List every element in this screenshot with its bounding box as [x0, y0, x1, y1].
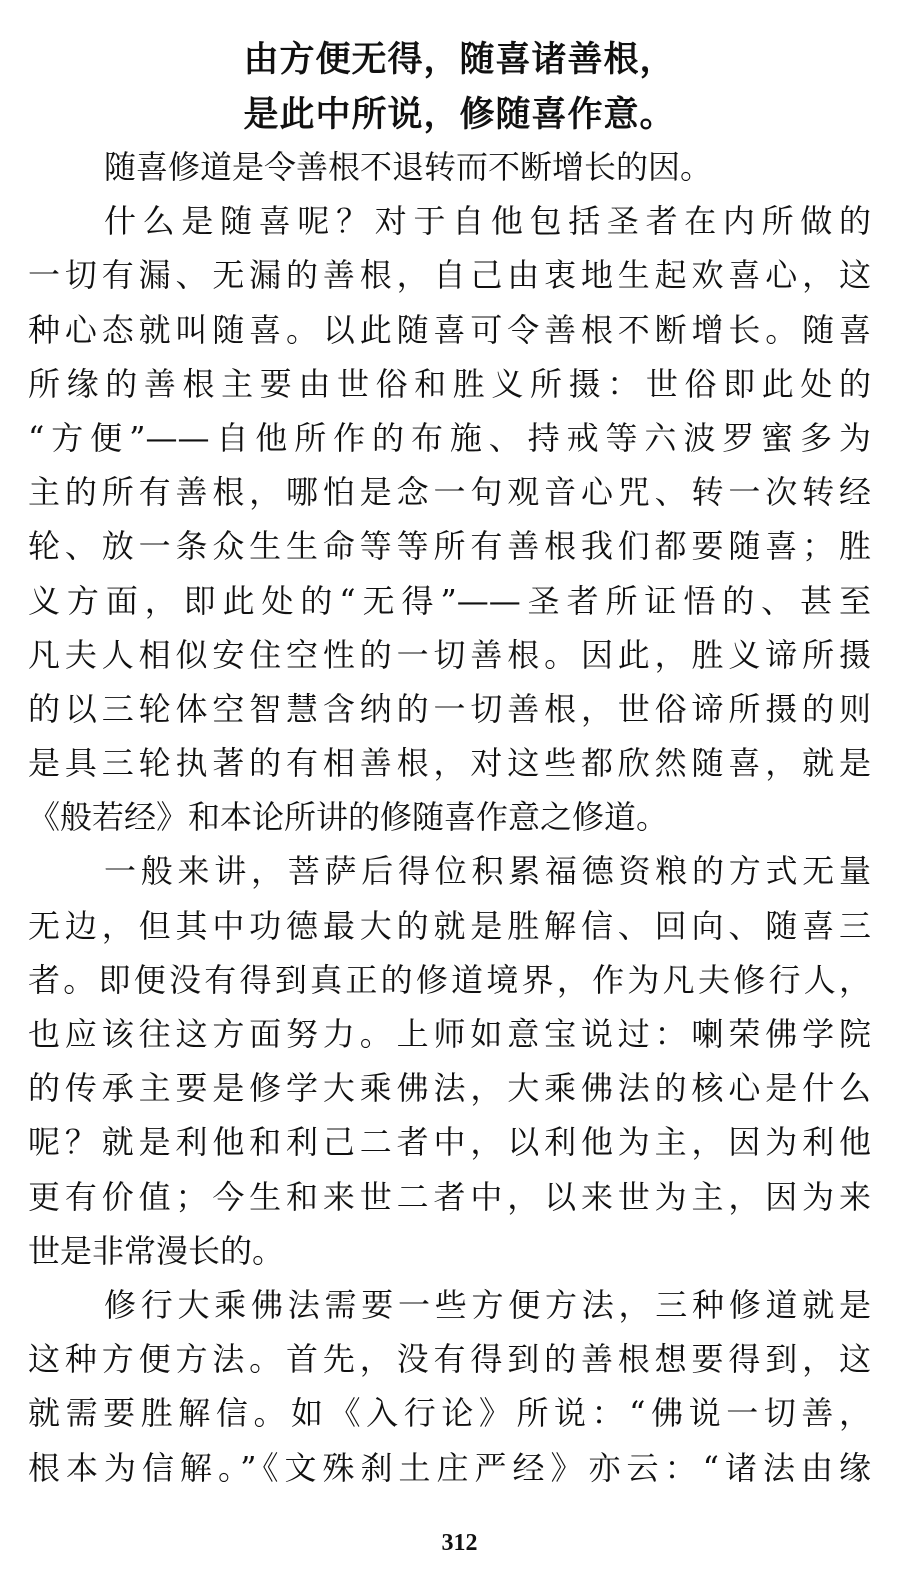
text-line: 一切有漏、无漏的善根，自己由衷地生起欢喜心，这: [28, 256, 871, 295]
text-line: 修行大乘佛法需要一些方便方法，三种修道就是: [104, 1285, 871, 1324]
text-line: 呢？就是利他和利己二者中，以利他为主，因为利他: [28, 1123, 871, 1162]
text-line: 更有价值；今生和来世二者中，以来世为主，因为来: [28, 1177, 871, 1216]
text-line: 义方面，即此处的“无得”——圣者所证悟的、甚至: [28, 581, 871, 620]
text-line: 凡夫人相似安住空性的一切善根。因此，胜义谛所摄: [28, 635, 871, 674]
text-line: 者。即便没有得到真正的修道境界，作为凡夫修行人，: [28, 960, 871, 999]
text-line: 是具三轮执著的有相善根，对这些都欣然随喜，就是: [28, 744, 871, 783]
text-line: 所缘的善根主要由世俗和胜义所摄：世俗即此处的: [28, 364, 871, 403]
text-line: 世是非常漫长的。: [28, 1231, 285, 1270]
text-line: 《般若经》和本论所讲的修随喜作意之修道。: [28, 798, 669, 837]
text-line: 就需要胜解信。如《入行论》所说：“佛说一切善，: [28, 1394, 871, 1433]
text-line: 一般来讲，菩萨后得位积累福德资粮的方式无量: [104, 852, 871, 891]
text-line: 这种方便方法。首先，没有得到的善根想要得到，这: [28, 1340, 871, 1379]
text-line: 随喜修道是令善根不退转而不断增长的因。: [104, 148, 713, 186]
text-line: 无边，但其中功德最大的就是胜解信、回向、随喜三: [28, 906, 871, 945]
text-line: 根本为信解。”《文殊刹土庄严经》亦云：“诸法由缘: [28, 1448, 871, 1487]
text-line: 轮、放一条众生生命等等所有善根我们都要随喜；胜: [28, 527, 871, 566]
text-line: 主的所有善根，哪怕是念一句观音心咒、转一次转经: [28, 473, 871, 512]
text-line: 的传承主要是修学大乘佛法，大乘佛法的核心是什么: [28, 1069, 871, 1108]
text-line: 也应该往这方面努力。上师如意宝说过：喇荣佛学院: [28, 1015, 871, 1053]
verse-line-2: 是此中所说，修随喜作意。: [243, 95, 676, 135]
text-line: “方便”——自他所作的布施、持戒等六波罗蜜多为: [28, 418, 871, 457]
text-line: 什么是随喜呢？对于自他包括圣者在内所做的: [104, 202, 871, 241]
body-text: [28, 140, 871, 1495]
verse-line-1: 由方便无得，随喜诸善根，: [243, 40, 676, 80]
page-number: 312: [441, 1530, 478, 1556]
text-line: 的以三轮体空智慧含纳的一切善根，世俗谛所摄的则: [28, 689, 871, 728]
text-line: 种心态就叫随喜。以此随喜可令善根不断增长。随喜: [28, 310, 871, 349]
